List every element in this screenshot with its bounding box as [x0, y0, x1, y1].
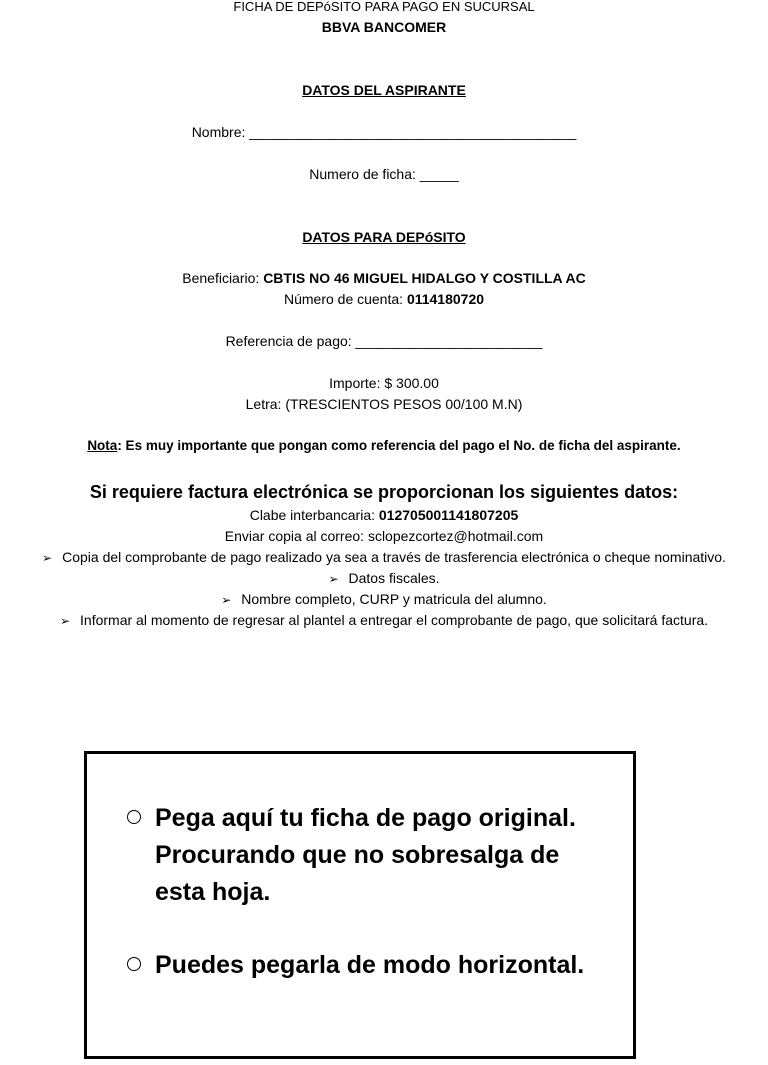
reference-label: Referencia de pago: [225, 333, 356, 349]
invoice-bullet-text: Informar al momento de regresar al plantel a entregar el comprobante de pago, que solicitará factura. [80, 612, 709, 628]
bank-name: BBVA BANCOMER [321, 19, 447, 35]
ficha-blank: _____ [419, 166, 459, 182]
invoice-bullet-item [0, 611, 768, 630]
invoice-bullet-item [0, 548, 768, 567]
invoice-bullet-item [0, 569, 768, 588]
reference-blank: ________________________ [355, 333, 543, 349]
amount-line: Importe: $ 300.00 [329, 375, 439, 391]
clabe-value: 012705001141807205 [378, 507, 519, 523]
ficha-label: Numero de ficha: [309, 166, 420, 182]
applicant-section-title: DATOS DEL ASPIRANTE [302, 82, 466, 98]
beneficiary-value: CBTIS NO 46 MIGUEL HIDALGO Y COSTILLA AC [263, 270, 586, 286]
invoice-bullet-item [0, 590, 768, 609]
name-field [0, 123, 768, 141]
paste-instruction-item [127, 947, 607, 984]
reference-field [0, 332, 768, 350]
note-label: Nota [87, 438, 118, 453]
beneficiary-line [0, 269, 768, 287]
invoice-bullet-text: Datos fiscales. [348, 570, 440, 586]
paste-receipt-box [84, 751, 636, 1059]
circle-bullet-icon [127, 810, 141, 824]
clabe-line [0, 506, 768, 524]
document-title: FICHA DE DEPóSITO PARA PAGO EN SUCURSAL [233, 0, 535, 14]
paste-instruction-text: Puedes pegarla de modo horizontal. [155, 951, 585, 979]
circle-bullet-icon [127, 957, 141, 971]
account-line [0, 290, 768, 308]
paste-instruction-text: Pega aquí tu ficha de pago original. Procurando que no sobresalga de esta hoja. [155, 804, 576, 906]
invoice-headline: Si requiere factura electrónica se proporcionan los siguientes datos: [89, 482, 679, 502]
account-label: Número de cuenta: [283, 291, 407, 307]
name-blank: __________________________________________ [249, 124, 577, 140]
note-text: : Es muy importante que pongan como referencia del pago el No. de ficha del aspirante. [117, 438, 681, 453]
account-value: 0114180720 [406, 291, 485, 307]
invoice-bullet-text: Copia del comprobante de pago realizado ya sea a través de trasferencia electrónica o cheque nominativo. [62, 549, 726, 565]
name-label: Nombre: [191, 124, 250, 140]
invoice-bullet-text: Nombre completo, CURP y matricula del alumno. [241, 591, 547, 607]
email-line: Enviar copia al correo: sclopezcortez@hotmail.com [224, 528, 544, 544]
ficha-field [0, 165, 768, 183]
clabe-label: Clabe interbancaria: [249, 507, 379, 523]
arrow-bullet-icon: ➢ [328, 572, 339, 586]
arrow-bullet-icon: ➢ [221, 593, 232, 607]
amount-words-line: Letra: (TRESCIENTOS PESOS 00/100 M.N) [245, 396, 523, 412]
beneficiary-label: Beneficiario: [182, 270, 264, 286]
arrow-bullet-icon: ➢ [59, 614, 71, 628]
deposit-section-title: DATOS PARA DEPóSITO [302, 229, 466, 245]
note-line [0, 437, 768, 455]
arrow-bullet-icon: ➢ [42, 551, 53, 565]
paste-instruction-item [127, 800, 607, 911]
